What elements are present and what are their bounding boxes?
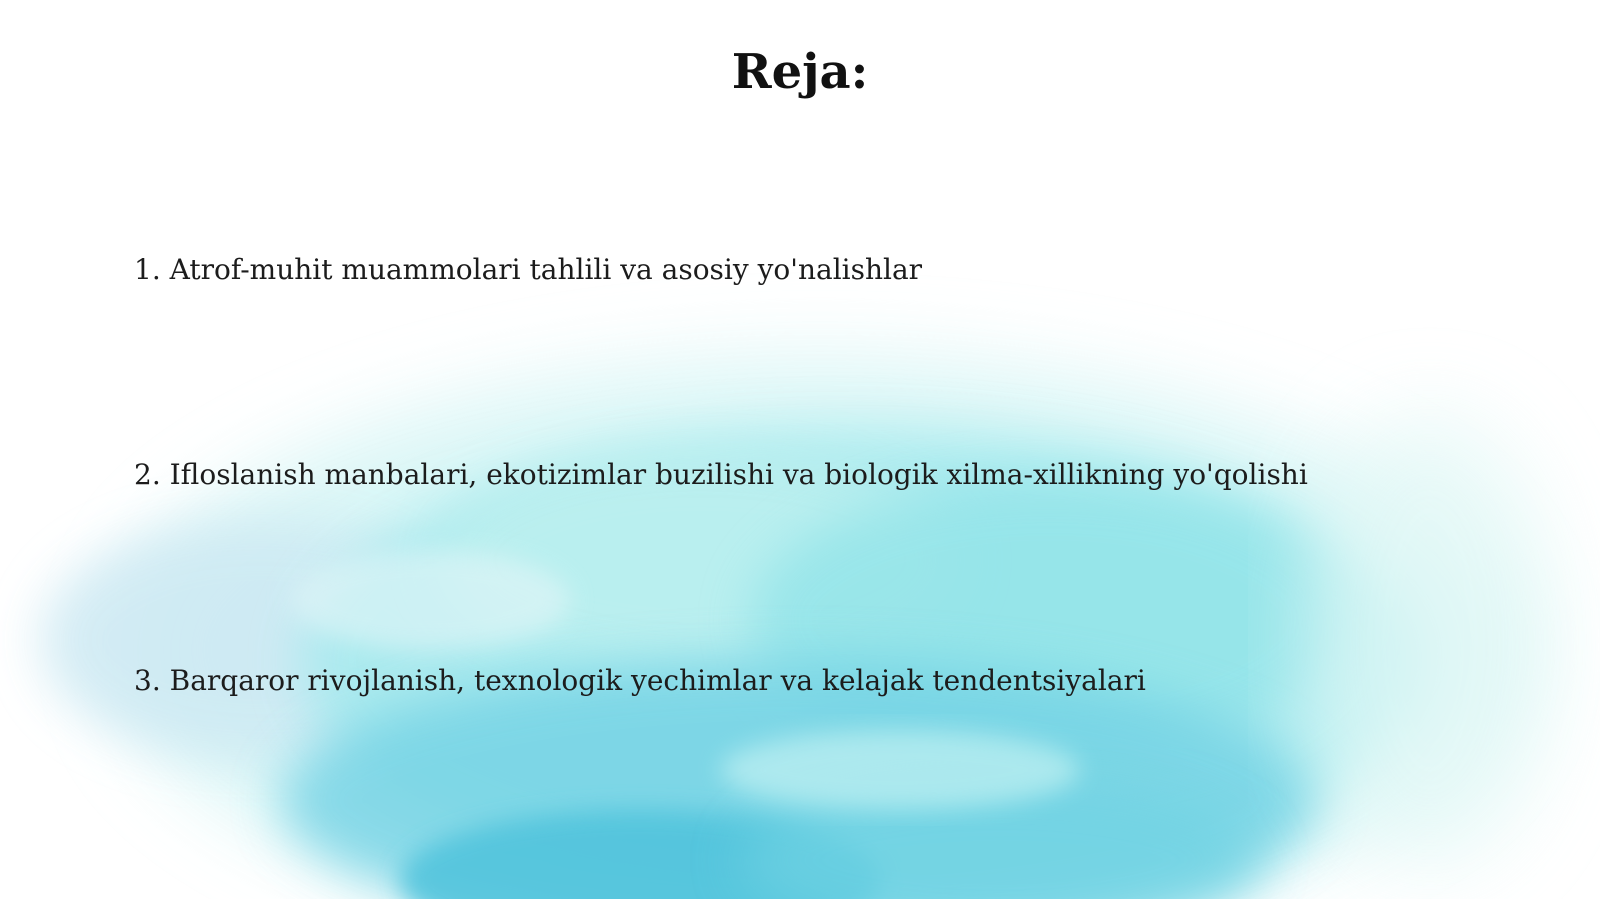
- plan-item-number: 1.: [134, 253, 161, 286]
- plan-item-text: Barqaror rivojlanish, texnologik yechimlar va kelajak tendentsiyalari: [169, 664, 1146, 697]
- slide-title: Reja:: [731, 44, 869, 100]
- plan-item: [134, 250, 1514, 290]
- plan-item: [134, 661, 1514, 701]
- plan-item-text: Atrof-muhit muammolari tahlili va asosiy yo'nalishlar: [169, 253, 923, 286]
- plan-item-number: 3.: [134, 664, 161, 697]
- plan-item: [134, 455, 1514, 495]
- plan-item-text: Ifloslanish manbalari, ekotizimlar buzilishi va biologik xilma-xillikning yo'qolishi: [169, 458, 1308, 491]
- plan-item-number: 2.: [134, 458, 161, 491]
